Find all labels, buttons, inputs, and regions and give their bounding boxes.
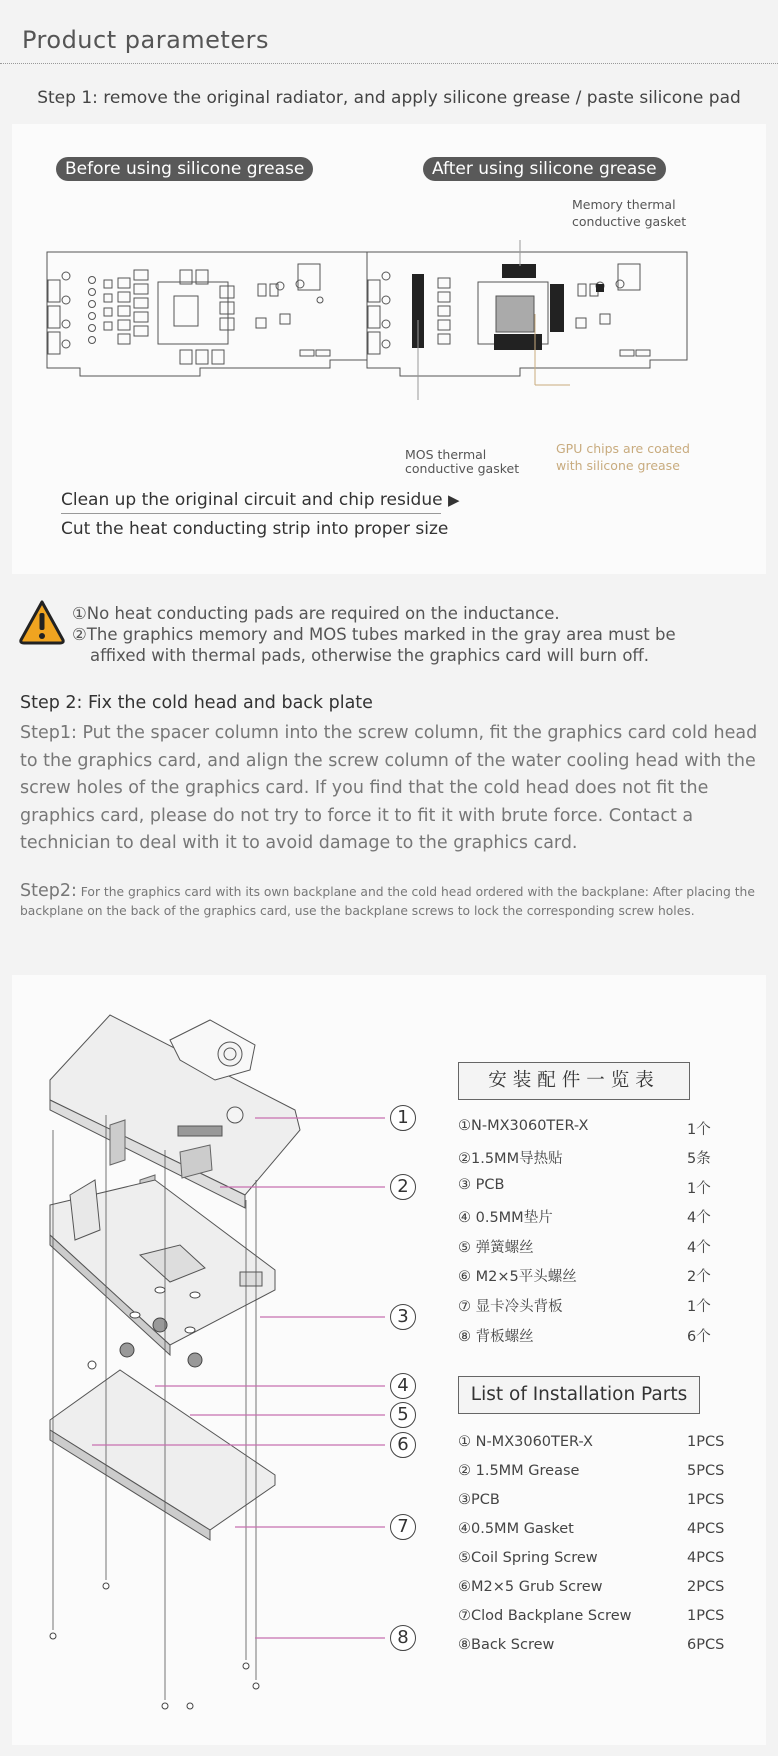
list-item: ⑥ M2×5平头螺丝 2个 xyxy=(458,1269,711,1285)
callout-6: 6 xyxy=(390,1432,416,1458)
list-item: ③ PCB 1个 xyxy=(458,1177,711,1197)
gpu-grease-note: GPU chips are coated with silicone grease xyxy=(556,441,690,473)
list-item: ⑦ 显卡冷头背板 1个 xyxy=(458,1299,711,1315)
cut-strip-text: Cut the heat conducting strip into proper size xyxy=(61,519,449,539)
after-label: After using silicone grease xyxy=(423,157,666,181)
warning-icon xyxy=(18,599,66,645)
step1-heading: Step 1: remove the original radiator, and apply silicone grease / paste silicone pad xyxy=(37,88,741,108)
clean-residue-text: Clean up the original circuit and chip residue ▶ xyxy=(61,490,460,510)
before-label: Before using silicone grease xyxy=(56,157,313,181)
mos-gasket-note: MOS thermal conductive gasket xyxy=(405,447,520,476)
warning-notes: ①No heat conducting pads are required on the inductance. ②The graphics memory and MOS tubes marked in the gray area must be affixed with thermal pads, otherwise the graphics card will burn off. xyxy=(72,604,676,665)
list-item: ④ 0.5MM垫片 4个 xyxy=(458,1210,711,1226)
page-title: Product parameters xyxy=(22,26,269,54)
memory-gasket-note: Memory thermal conductive gasket xyxy=(572,197,687,229)
list-item: ⑤Coil Spring Screw 4PCS xyxy=(458,1550,725,1566)
list-item: ①N-MX3060TER-X 1个 xyxy=(458,1118,711,1138)
parts-en-heading: List of Installation Parts xyxy=(458,1376,700,1414)
list-item: ⑦Clod Backplane Screw 1PCS xyxy=(458,1608,725,1624)
pcb-before-diagram xyxy=(47,252,367,376)
parts-cn-heading: 安装配件一览表 xyxy=(458,1062,690,1100)
step2-para2: Step2: For the graphics card with its own backplane and the cold head ordered with the backplane: After placing the backplane on the back of the graphics card, use the backplane screws to lock the corresponding screw holes. xyxy=(20,881,755,918)
step2-para1: Step1: Put the spacer column into the screw column, fit the graphics card cold head to the graphics card, and align the screw column of the water cooling head with the screw holes of the graphics card. If you find that the cold head does not fit the graphics card, please do not try to force it to fit it with brute force. Contact a technician to deal with it to avoid damage to the graphics card. xyxy=(20,723,758,853)
list-item: ⑧ 背板螺丝 6个 xyxy=(458,1329,711,1345)
arrow-right-icon: ▶ xyxy=(447,491,460,509)
callout-2: 2 xyxy=(390,1174,416,1200)
callout-4: 4 xyxy=(390,1373,416,1399)
list-item: ⑤ 弹簧螺丝 4个 xyxy=(458,1240,711,1256)
callout-8: 8 xyxy=(390,1625,416,1651)
list-item: ③PCB 1PCS xyxy=(458,1492,725,1508)
list-item: ⑥M2×5 Grub Screw 2PCS xyxy=(458,1579,725,1595)
callout-3: 3 xyxy=(390,1304,416,1330)
callout-1: 1 xyxy=(390,1105,416,1131)
clean-underline xyxy=(61,513,441,514)
pcb-diagrams xyxy=(30,240,750,420)
list-item: ②1.5MM导热贴 5条 xyxy=(458,1151,711,1167)
step2-heading: Step 2: Fix the cold head and back plate xyxy=(20,693,373,713)
list-item: ① N-MX3060TER-X 1PCS xyxy=(458,1434,725,1450)
exploded-view-diagram xyxy=(30,1000,430,1720)
list-item: ② 1.5MM Grease 5PCS xyxy=(458,1463,725,1479)
list-item: ⑧Back Screw 6PCS xyxy=(458,1637,725,1653)
callout-5: 5 xyxy=(390,1402,416,1428)
title-divider xyxy=(0,63,778,64)
callout-7: 7 xyxy=(390,1514,416,1540)
list-item: ④0.5MM Gasket 4PCS xyxy=(458,1521,725,1537)
